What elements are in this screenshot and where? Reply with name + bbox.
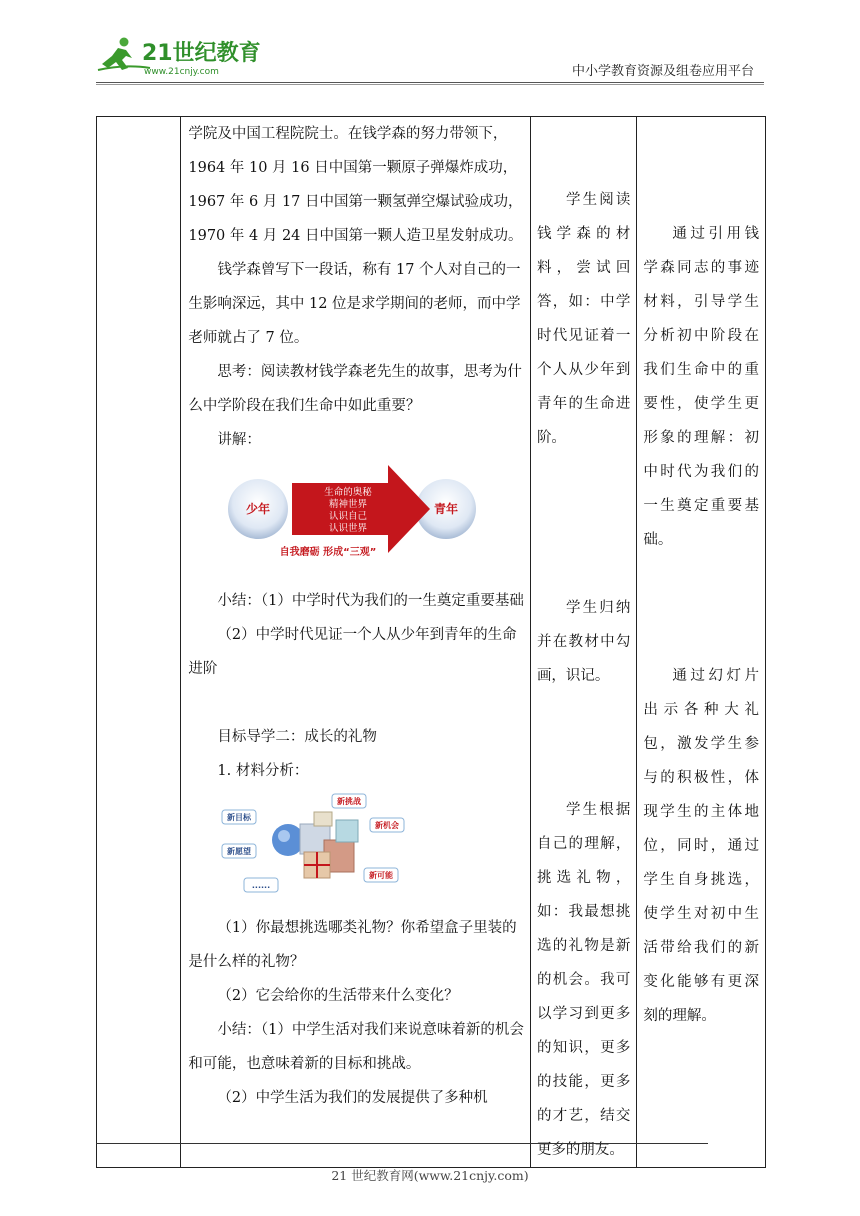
design-intent-cell [637,117,766,1168]
paragraph: 小结：（1）中学时代为我们的一生奠定重要基础 [217,593,524,609]
gift-boxes-figure [220,792,410,896]
paragraph: 小结：（1）中学生活对我们来说意味着新的机会和可能，也意味着新的目标和挑战。 [188,1022,524,1072]
text-line: 学院及中国工程院院士。在钱学森的努力带领下， [188,126,508,142]
youth-label: 少年 [246,502,271,516]
paragraph: 钱学森曾写下一段话，称有 17 个人对自己的一生影响深远，其中 12 位是求学期间的老师，而中学老师就占了 7 位。 [188,262,521,346]
gift-label: 新目标 [227,813,252,822]
paragraph: （2）中学时代见证一个人从少年到青年的生命进阶 [188,627,517,677]
spacer [643,557,759,659]
design-intent-b: 通过幻灯片出示各种大礼包，激发学生参与的积极性，体现学生的主体地位，同时，通过学生自身挑选，使学生对初中生活带给我们的新变化能够有更深刻的理解。 [643,668,759,1024]
footer-text: 21 世纪教育网(www.21cnjy.com) [331,1168,529,1183]
spacer [537,117,630,183]
spacer [537,455,630,591]
gift-label: 新愿望 [227,847,252,856]
spacer [537,693,630,793]
spacer [643,117,759,217]
list-item: 1. 材料分析： [217,763,309,779]
platform-name: 中小学教育资源及组卷应用平台 [571,64,754,79]
arrow-line-4: 认识世界 [329,523,368,534]
paragraph: （2）中学生活为我们的发展提供了多种机 [217,1090,488,1106]
adult-label: 青年 [434,502,459,516]
student-activity-a: 学生阅读钱学森的材料，尝试回答，如：中学时代见证着一个人从少年到青年的生命进阶。 [536,192,631,446]
svg-text:www.21cnjy.com: www.21cnjy.com [144,67,219,77]
design-intent-a: 通过引用钱学森同志的事迹材料，引导学生分析初中阶段在我们生命中的重要性，使学生更形象的理解：初中时代为我们的一生奠定重要基础。 [643,226,759,548]
gift-label: 新可能 [369,871,394,880]
gift-boxes-icon [272,812,358,878]
gift-label: ...... [252,881,271,890]
arrow-line-1: 生命的奥秘 [324,487,373,498]
text-line: 1964 年 10 月 16 日中国第一颗原子弹爆炸成功， [188,160,518,176]
gift-label: 新挑战 [337,797,362,806]
footer-rule [96,1143,708,1144]
paragraph: 思考：阅读教材钱学森老先生的故事，思考为什么中学阶段在我们生命中如此重要？ [188,364,522,414]
table-row [97,117,766,1168]
section-heading: 目标导学二：成长的礼物 [217,729,377,745]
teaching-content-cell [181,117,531,1168]
svg-text:21世纪教育: 21世纪教育 [142,41,261,66]
paragraph: （1）你最想挑选哪类礼物？你希望盒子里装的是什么样的礼物？ [188,920,517,970]
arrow-line-3: 认识自己 [329,511,368,522]
student-activity-cell [530,117,636,1168]
spacer [188,686,524,720]
gift-label: 新机会 [375,821,400,830]
header-rule-thin [96,84,764,85]
growth-arrow-figure [218,465,488,565]
student-activity-c: 学生根据自己的理解，挑选礼物，如：我最想挑选的礼物是新的机会。我可以学习到更多的知识，更多的技能，更多的才艺，结交更多的朋友。 [536,802,631,1158]
blank-cell [97,117,181,1168]
site-logo [96,34,266,78]
header-rule [96,82,764,83]
arrow-line-2: 精神世界 [329,499,368,510]
text-line: 1967 年 6 月 17 日中国第一颗氢弹空爆试验成功， [188,194,523,210]
text-line: 1970 年 4 月 24 日中国第一颗人造卫星发射成功。 [188,228,523,244]
paragraph: （2）它会给你的生活带来什么变化？ [217,988,459,1004]
paragraph: 讲解： [217,432,261,448]
student-activity-b: 学生归纳并在教材中勾画，识记。 [536,600,631,684]
lesson-table [96,116,766,1168]
figure-caption: 自我磨砺 形成“三观” [280,547,377,558]
